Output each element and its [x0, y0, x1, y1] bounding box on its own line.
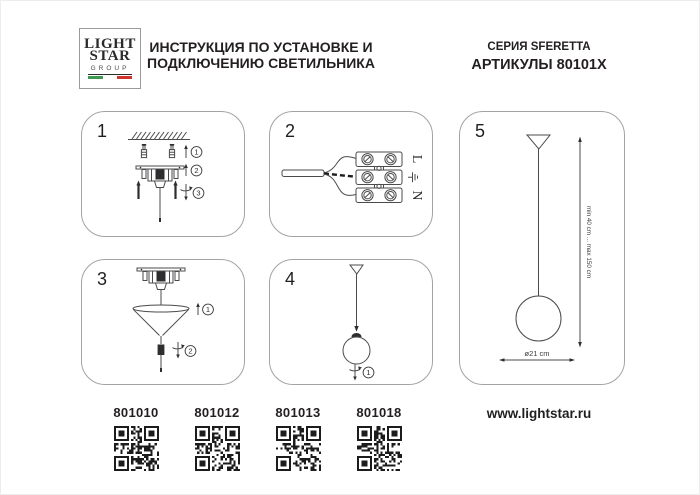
cable-lock: [158, 345, 165, 356]
glass-sphere: [343, 337, 370, 364]
dimensions-panel: [459, 111, 625, 385]
step-number: 3: [196, 188, 201, 198]
power-cable: [282, 170, 324, 177]
neutral-wire-label: N: [409, 190, 424, 201]
ceiling-cone-canopy: [527, 135, 550, 149]
step-number-badge: [193, 188, 204, 199]
diameter-dimension-arrow: [499, 358, 575, 362]
step-number: 2: [188, 346, 193, 356]
step-panel-4: [269, 259, 433, 385]
step-number: 2: [194, 166, 199, 176]
pendant-cord: [354, 274, 358, 332]
lightstar-logo: [79, 28, 141, 89]
screwdriver-rotation-icon: [181, 184, 193, 201]
page-title: [143, 39, 379, 71]
product-item: [91, 405, 181, 476]
article-number: 801012: [194, 405, 240, 420]
product-item: [253, 405, 343, 476]
screwdriver-rotation-icon: [173, 342, 185, 359]
wall-anchor-icon: [169, 144, 174, 158]
wall-anchor-icon: [141, 144, 146, 158]
product-item: [172, 405, 262, 476]
step-number-badge: [203, 304, 214, 315]
step-number: 1: [366, 368, 371, 378]
article-number: 801018: [356, 405, 402, 420]
step-number-badge: [191, 147, 202, 158]
height-dimension-label: min 40 cm ... max 150 cm: [585, 205, 592, 279]
step-number-badge: [191, 165, 202, 176]
series-label: СЕРИЯ SFERETTA: [487, 41, 591, 53]
step-arrow-icon: [184, 164, 188, 176]
panel-number: 3: [97, 269, 108, 289]
panel-number: 1: [97, 121, 108, 141]
height-dimension-arrow: [578, 137, 582, 348]
diameter-dimension-label: ø21 cm: [524, 349, 550, 358]
qr-code: [114, 426, 159, 471]
website-url: www.lightstar.ru: [486, 406, 592, 421]
step-number: 1: [194, 147, 199, 157]
canopy-bracket: [137, 268, 185, 305]
screwdriver-rotation-icon: [350, 364, 362, 381]
product-item: [334, 405, 424, 476]
mounting-screw-icon: [173, 181, 177, 200]
step-panel-2: [269, 111, 433, 237]
panel-number: 2: [285, 121, 296, 141]
live-wire-label: L: [409, 154, 424, 164]
article-number: 801013: [275, 405, 321, 420]
series-block: [449, 41, 629, 73]
step-panel-3: [81, 259, 245, 385]
step-number-badge: [363, 367, 374, 378]
ceiling-cone-canopy: [133, 305, 189, 344]
mounting-screw-icon: [136, 181, 140, 200]
wiring-diagram: [270, 112, 434, 238]
logo-text-group: GROUP: [90, 65, 130, 73]
qr-code: [195, 426, 240, 471]
step-arrow-icon: [196, 303, 200, 315]
canopy-bracket: [136, 166, 184, 222]
sphere-attachment-diagram: [270, 260, 434, 386]
step-number: 1: [205, 305, 211, 315]
step-arrow-icon: [184, 145, 188, 158]
logo-text-light: LIGHT: [84, 35, 136, 52]
articles-label: АРТИКУЛЫ 80101X: [471, 57, 607, 73]
step-number-badge: [185, 346, 196, 357]
terminal-screw-icon: [362, 154, 396, 201]
earth-ground-icon: [408, 172, 418, 182]
glass-sphere: [516, 296, 561, 341]
panel-number: 4: [285, 269, 296, 289]
qr-code: [276, 426, 321, 471]
wire: [324, 157, 356, 196]
canopy-assembly-diagram: [82, 260, 246, 386]
mounting-bracket-diagram: [82, 112, 246, 238]
logo-text-star: STAR: [89, 48, 131, 65]
panel-number: 5: [475, 121, 486, 141]
title-line-1: ИНСТРУКЦИЯ ПО УСТАНОВКЕ И: [149, 39, 373, 55]
lamp-cap: [352, 333, 362, 337]
pendant-cord: [160, 355, 162, 372]
title-line-2: ПОДКЛЮЧЕНИЮ СВЕТИЛЬНИКА: [147, 55, 375, 71]
article-number: 801010: [113, 405, 159, 420]
terminal-block: [356, 152, 402, 203]
italian-flag-icon: [88, 74, 132, 79]
ceiling-cone-canopy: [350, 265, 363, 274]
qr-code: [357, 426, 402, 471]
pendant-dimensions-diagram: [460, 112, 626, 386]
ceiling-hatch: [128, 132, 190, 140]
step-panel-1: [81, 111, 245, 237]
